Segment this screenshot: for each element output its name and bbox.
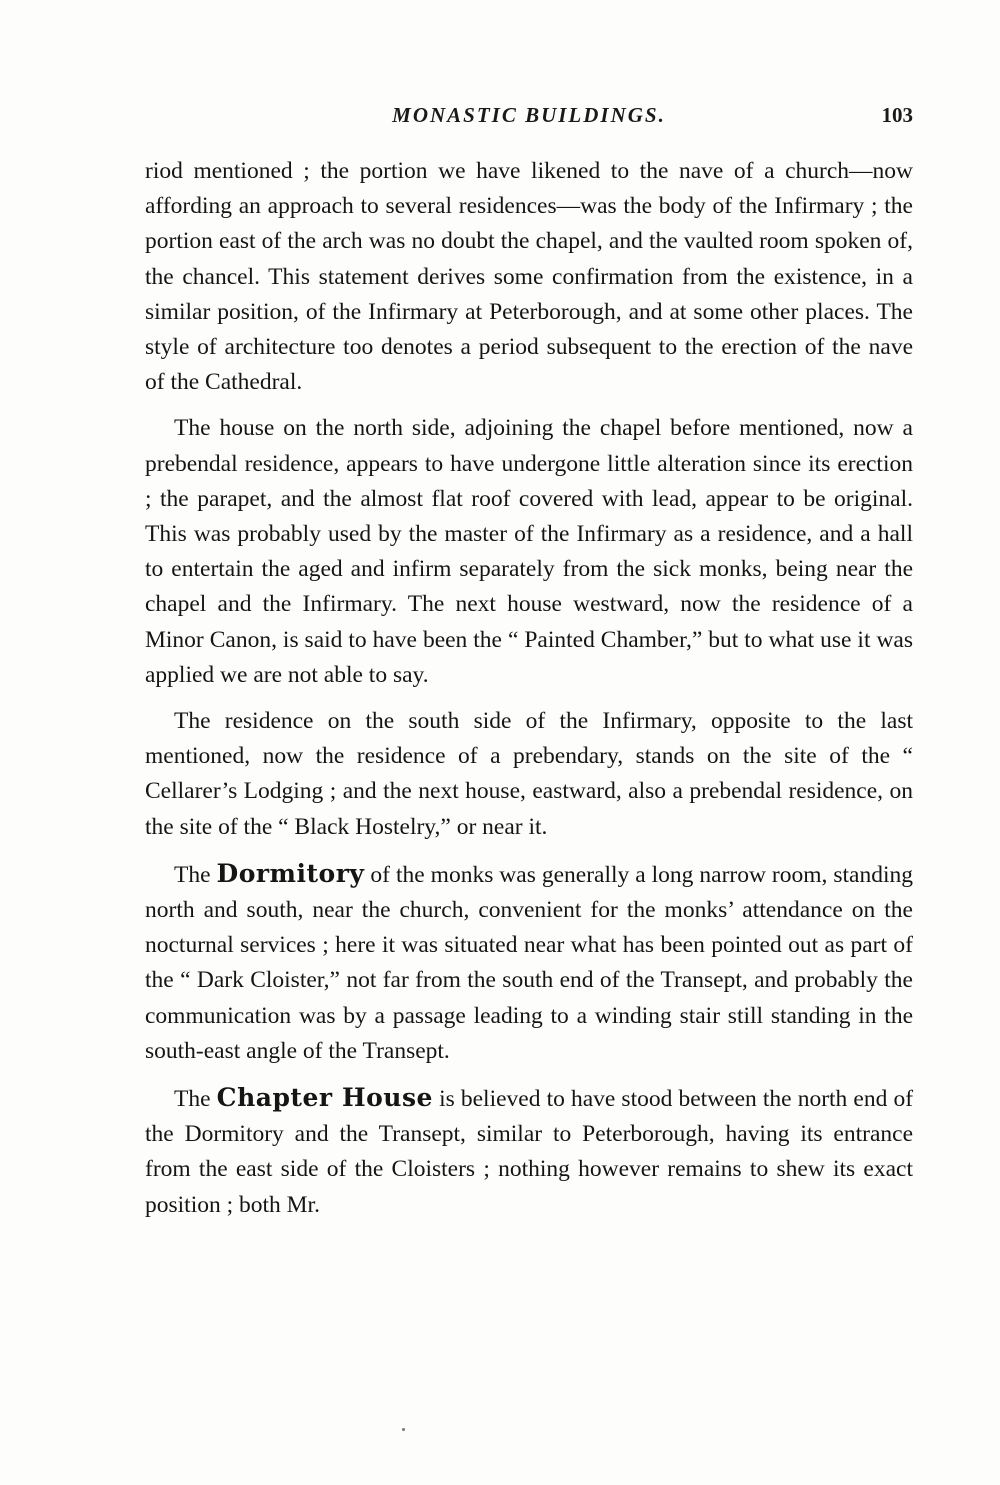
chapter-house-lead-word: The	[174, 1086, 211, 1113]
paragraph-north-house: The house on the north side, adjoining the chapel before mentioned, now a prebendal residence, appears to have undergone little alteration since its erection ; the parapet, and the almost flat roof covered with lead, appear to be original. This was probably used by the master of the Infirmary as a residence, and a hall to entertain the aged and infirm separately from the sick monks, being near the chapel and the Infirmary. The next house westward, now the residence of a Minor Canon, is said to have been the “ Painted Chamber,” but to what use it was applied we are not able to say.	[145, 415, 913, 688]
running-title: MONASTIC BUILDINGS.	[392, 103, 666, 127]
running-head	[145, 103, 913, 135]
paragraph-dormitory	[145, 856, 913, 1069]
dormitory-blackletter-term: Dormitory	[216, 858, 365, 888]
chapter-house-blackletter-term: Chapter House	[216, 1083, 433, 1113]
paragraph-chapter-house	[145, 1080, 913, 1223]
chapter-house-text: is believed to have stood between the north end of the Dormitory and the Transept, similar to Peterborough, having its entrance from the east side of the Cloisters ; nothing however remains to shew its exact position ; both Mr.	[145, 1086, 914, 1218]
paragraph-south-residence: The residence on the south side of the Infirmary, opposite to the last mentioned, now the residence of a prebendary, stands on the site of the “ Cellarer’s Lodging ; and the next house, eastward, also a prebendal residence, on the site of the “ Black Hostelry,” or near it.	[145, 708, 913, 840]
footer-dot-mark	[402, 1428, 405, 1431]
paragraph-infirmary-continued: riod mentioned ; the portion we have likened to the nave of a church—now affording an approach to several residences—was the body of the Infirmary ; the portion east of the arch was no doubt the chapel, and the vaulted room spoken of, the chancel. This statement derives some confirmation from the existence, in a similar position, of the Infirmary at Peterborough, and at some other places. The style of architecture too denotes a period subsequent to the erection of the nave of the Cathedral.	[145, 158, 913, 396]
page-number: 103	[881, 103, 913, 127]
body-text	[145, 154, 913, 1234]
dormitory-lead-word: The	[174, 861, 211, 888]
dormitory-text: of the monks was generally a long narrow room, standing north and south, near the church, convenient for the monks’ attendance on the nocturnal services ; here it was situated near what has been pointed out as part of the “ Dark Cloister,” not far from the south end of the Transept, and probably the communication was by a passage leading to a winding stair still standing in the south-east angle of the Transept.	[145, 861, 914, 1064]
